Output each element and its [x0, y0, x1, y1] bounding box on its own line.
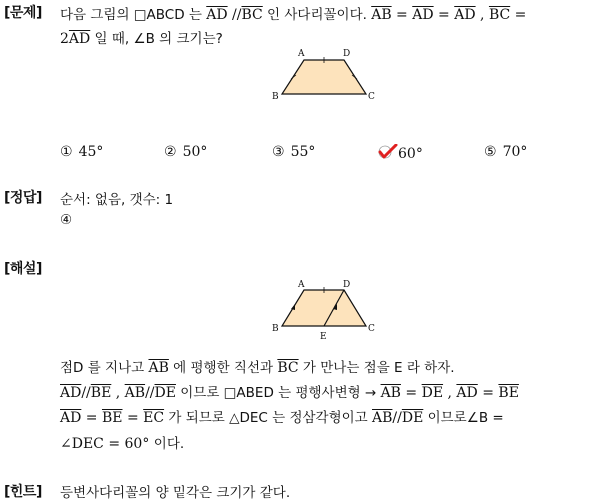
answer-label: [정답]: [4, 190, 42, 206]
vertex-d: D: [343, 280, 351, 290]
choice-5[interactable]: [484, 144, 527, 160]
text-run: 다음 그림의 □ABCD 는: [60, 7, 207, 23]
choice-number: ③: [272, 144, 285, 160]
text-run: =: [400, 385, 422, 401]
answer-order-count: 순서: 없음, 갯수: 1: [60, 192, 174, 208]
segment-notation: $\overline{AD}$: [454, 7, 476, 23]
text-run: 이므로 □ABED 는 평행사변형 →: [175, 385, 381, 401]
choice-text: 60°: [398, 146, 423, 162]
segment-notation: $\overline{BE}$: [101, 410, 123, 426]
problem-line-2: [60, 27, 223, 47]
text-run: =: [81, 410, 102, 426]
choice-text: 55°: [290, 144, 316, 160]
vertex-b: B: [272, 92, 279, 102]
vertex-d: D: [343, 49, 351, 59]
text-run: 이다.: [153, 436, 185, 452]
segment-notation: $\overline{BC}$: [488, 7, 511, 23]
vertex-e: E: [320, 332, 327, 342]
trapezoid-figure: [272, 46, 382, 104]
explanation-line-2: [60, 381, 519, 401]
text-run: =: [122, 410, 144, 426]
check-mark-icon: [378, 144, 398, 160]
text-run: 가 되므로 △DEC 는 정삼각형이고: [164, 410, 373, 426]
text-run: 에 평행한 직선과: [168, 360, 278, 376]
segment-notation: $\overline{AB}$: [372, 410, 393, 426]
text-run: 이므로∠B =: [423, 410, 504, 426]
segment-notation: $\overline{AB}$: [380, 385, 401, 401]
choice-1[interactable]: [60, 144, 103, 160]
explanation-label: [해설]: [4, 261, 42, 277]
choice-number: ①: [60, 144, 73, 160]
segment-notation: $\overline{AD}$: [68, 31, 91, 47]
vertex-a: A: [298, 280, 305, 290]
segment-notation: $\overline{AB}$: [371, 7, 392, 23]
hint-label: [힌트]: [4, 484, 42, 500]
segment-notation: $\overline{AB}$: [148, 360, 169, 376]
vertex-b: B: [272, 324, 279, 334]
choice-text: 50°: [182, 144, 208, 160]
choice-number: ⑤: [484, 144, 497, 160]
text-run: //: [227, 7, 242, 23]
explanation-line-4: [60, 432, 184, 452]
text-run: 점D 를 지나고: [60, 360, 149, 376]
arrow-ab: [291, 304, 295, 310]
text-run: //: [392, 410, 402, 426]
choice-number: ②: [164, 144, 177, 160]
text-run: //: [81, 385, 91, 401]
segment-notation: $\overline{DE}$: [401, 410, 424, 426]
explanation-line-3: [60, 406, 504, 426]
vertex-c: C: [368, 324, 375, 334]
text-run: =: [391, 7, 413, 23]
segment-notation: $\overline{AB}$: [124, 385, 146, 401]
text-run: 인 사다리꼴이다.: [262, 7, 372, 23]
segment-notation: $\overline{DE}$: [154, 385, 176, 401]
choice-3[interactable]: [272, 144, 315, 160]
vertex-c: C: [368, 92, 375, 102]
text-run: 일 때, ∠B 의 크기는?: [90, 31, 223, 47]
hint-text: 등변사다리꼴의 양 밑각은 크기가 같다.: [60, 485, 291, 501]
segment-notation: $\overline{AD}$: [206, 7, 228, 23]
text-run: =: [510, 7, 527, 23]
text-run: 2: [60, 31, 69, 47]
problem-line-1: [60, 3, 526, 23]
choice-text: 70°: [502, 144, 528, 160]
problem-label: [문제]: [4, 5, 42, 21]
text-run: //: [145, 385, 155, 401]
text-run: ∠DEC = 60°: [60, 436, 154, 452]
vertex-a: A: [298, 49, 305, 59]
segment-notation: $\overline{BE}$: [498, 385, 519, 401]
text-run: 가 만나는 점을 E 라 하자.: [298, 360, 455, 376]
choice-2[interactable]: [164, 144, 207, 160]
segment-notation: $\overline{AD}$: [60, 385, 82, 401]
choice-4[interactable]: [378, 144, 423, 162]
text-run: ,: [111, 385, 125, 401]
segment-notation: $\overline{BE}$: [90, 385, 112, 401]
answer-value: ④: [60, 212, 73, 228]
text-run: ,: [443, 385, 457, 401]
segment-notation: $\overline{AD}$: [456, 385, 478, 401]
choice-text: 45°: [78, 144, 104, 160]
segment-notation: $\overline{AD}$: [60, 410, 82, 426]
segment-notation: $\overline{BC}$: [241, 7, 263, 23]
segment-notation: $\overline{DE}$: [421, 385, 444, 401]
segment-notation: $\overline{EC}$: [143, 410, 165, 426]
trapezoid-shape: [282, 60, 366, 94]
text-run: =: [477, 385, 499, 401]
text-run: =: [433, 7, 455, 23]
segment-notation: $\overline{BC}$: [277, 360, 299, 376]
segment-notation: $\overline{AD}$: [412, 7, 434, 23]
parallelogram-figure: [272, 279, 382, 343]
explanation-line-1: [60, 356, 455, 376]
text-run: ,: [475, 7, 489, 23]
